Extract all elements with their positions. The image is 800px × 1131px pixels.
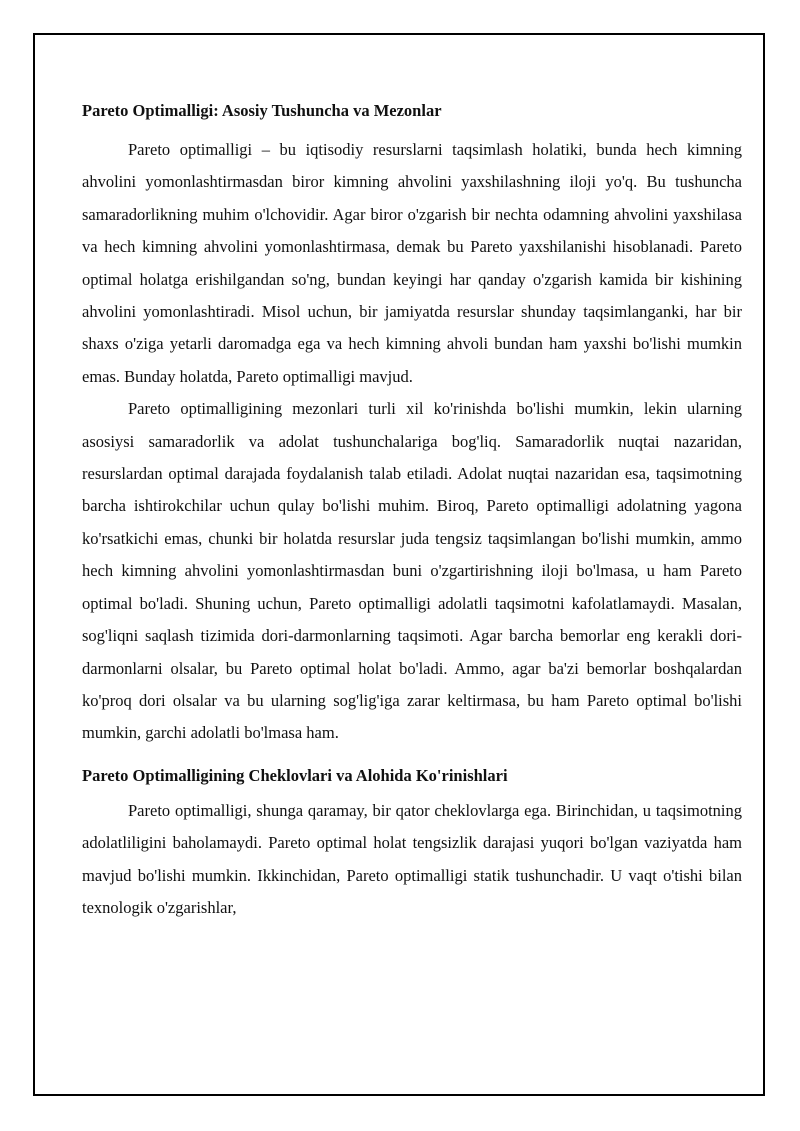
paragraph-1-1: Pareto optimalligi – bu iqtisodiy resurslarni taqsimlash holatiki, bunda hech kimning ahvolini yomonlashtirmasdan biror kimning ahvolini yaxshilashning iloji yo'q. Bu tushuncha samaradorlikning muhim o'lchovidir. Agar biror o'zgarish bir nechta odamning ahvolini yaxshilasa va hech kimning ahvolini yomonlashtirmasa, demak bu Pareto yaxshilanishi hisoblanadi. Pareto optimal holatga erishilgandan so'ng, bundan keyingi har qanday o'zgarish kamida bir kishining ahvolini yomonlashtiradi. Misol uchun, bir jamiyatda resurslar shunday taqsimlanganki, har bir shaxs o'ziga yetarli daromadga ega va hech kimning ahvoli bundan ham yaxshi bo'lishi mumkin emas. Bunday holatda, Pareto optimalligi mavjud. <box>82 140 742 386</box>
document-body <box>82 100 742 924</box>
paragraph-2-1: Pareto optimalligi, shunga qaramay, bir qator cheklovlarga ega. Birinchidan, u taqsimotning adolatliligini baholamaydi. Pareto optimal holat tengsizlik darajasi yuqori bo'lgan vaziyatda ham mavjud bo'lishi mumkin. Ikkinchidan, Pareto optimalligi statik tushunchadir. U vaqt o'tishi bilan texnologik o'zgarishlar, <box>82 800 742 917</box>
section-heading-2: Pareto Optimalligining Cheklovlari va Alohida Ko'rinishlari <box>82 765 508 785</box>
section-heading-1: Pareto Optimalligi: Asosiy Tushuncha va Mezonlar <box>82 101 442 120</box>
paragraph-1-2: Pareto optimalligining mezonlari turli xil ko'rinishda bo'lishi mumkin, lekin ularning asosiysi samaradorlik va adolat tushunchalariga bog'liq. Samaradorlik nuqtai nazaridan, resurslardan optimal darajada foydalanish talab etiladi. Adolat nuqtai nazaridan esa, taqsimotning barcha ishtirokchilar uchun qulay bo'lishi muhim. Biroq, Pareto optimalligi adolatning yagona ko'rsatkichi emas, chunki bir holatda resurslar juda tengsiz taqsimlangan bo'lishi mumkin, ammo hech kimning ahvolini yomonlashtirmasdan buni o'zgartirishning iloji bo'lmasa, u ham Pareto optimal bo'ladi. Shuning uchun, Pareto optimalligi adolatli taqsimotni kafolatlamaydi. Masalan, sog'liqni saqlash tizimida dori-darmonlarning taqsimoti. Agar barcha bemorlar eng kerakli dori-darmonlarni olsalar, bu Pareto optimal holat bo'ladi. Ammo, agar ba'zi bemorlar boshqalardan ko'proq dori olsalar va bu ularning sog'lig'iga zarar keltirmasa, bu ham Pareto optimal bo'lishi mumkin, garchi adolatli bo'lmasa ham. <box>82 399 742 743</box>
